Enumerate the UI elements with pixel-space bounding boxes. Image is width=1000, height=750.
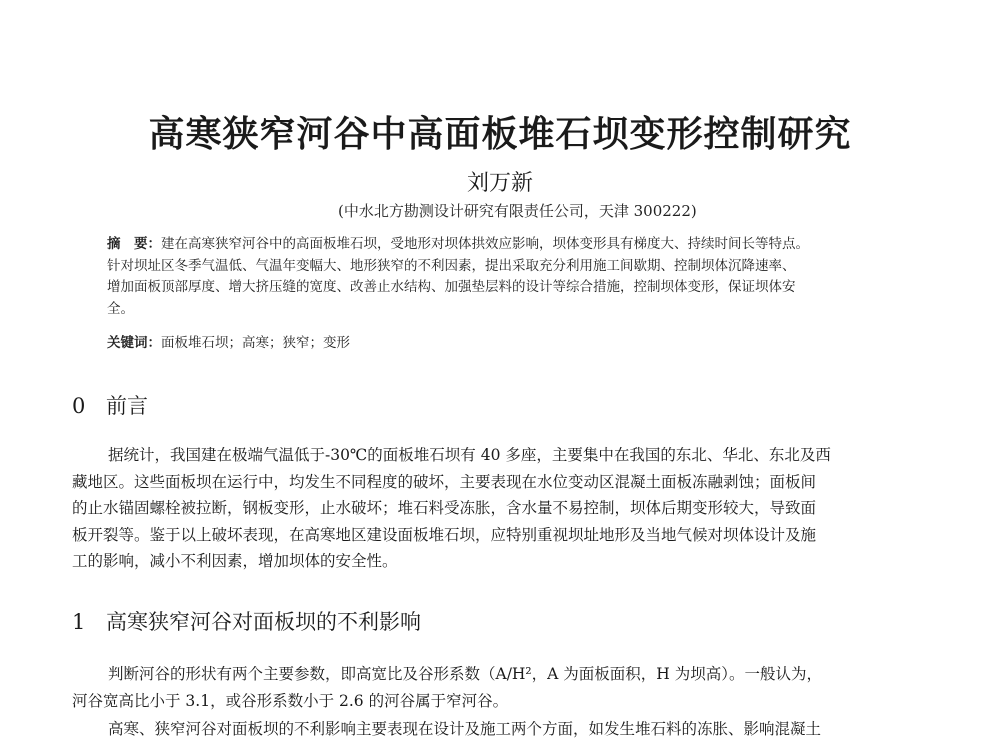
- paragraph-line: 工的影响，减小不利因素，增加坝体的安全性。: [72, 552, 398, 570]
- section1-paragraph: [72, 716, 934, 743]
- paragraph-line: 高寒、狭窄河谷对面板坝的不利影响主要表现在设计及施工两个方面，如发生堆石料的冻胀、影响混凝土: [108, 720, 822, 738]
- section-title: 高寒狭窄河谷对面板坝的不利影响: [106, 610, 421, 634]
- abstract-line: 全。: [107, 300, 134, 317]
- section-number: 0: [72, 394, 86, 418]
- intro-paragraph: [72, 442, 934, 575]
- paper-title: 高寒狭窄河谷中高面板堆石坝变形控制研究: [148, 114, 852, 155]
- author-name: 刘万新: [466, 171, 533, 196]
- section1-paragraph: [72, 661, 934, 714]
- abstract-line: 针对坝址区冬季气温低、气温年变幅大、地形狭窄的不利因素，提出采取充分利用施工间歇期、控制坝体沉降速率、: [107, 257, 796, 274]
- abstract-line: 增加面板顶部厚度、增大挤压缝的宽度、改善止水结构、加强垫层料的设计等综合措施，控制坝体变形，保证坝体安: [107, 279, 796, 295]
- section-title: 前言: [106, 394, 148, 418]
- section-heading-1: [72, 606, 421, 636]
- abstract-line: 建在高寒狭窄河谷中的高面板堆石坝，受地形对坝体拱效应影响，坝体变形具有梯度大、持续时间长等特点。: [161, 236, 809, 252]
- author-affiliation: (中水北方勘测设计研究有限责任公司，天津 300222): [338, 202, 697, 220]
- abstract-label: 摘 要：: [107, 236, 161, 252]
- abstract: [107, 234, 907, 320]
- section-number: 1: [72, 610, 86, 634]
- paragraph-line: 河谷宽高比小于 3.1，或谷形系数小于 2.6 的河谷属于窄河谷。: [72, 691, 509, 710]
- paragraph-line: 据统计，我国建在极端气温低于-30℃的面板堆石坝有 40 多座，主要集中在我国的东北、华北、东北及西: [108, 446, 831, 464]
- keywords-label: 关键词：: [107, 335, 161, 351]
- section-heading-0: [72, 390, 148, 420]
- paragraph-line: 藏地区。这些面板坝在运行中，均发生不同程度的破坏，主要表现在水位变动区混凝土面板冻融剥蚀；面板间: [72, 472, 817, 491]
- paragraph-line: 板开裂等。鉴于以上破坏表现，在高寒地区建设面板堆石坝，应特别重视坝址地形及当地气候对坝体设计及施: [72, 525, 817, 544]
- paragraph-line: 判断河谷的形状有两个主要参数，即高宽比及谷形系数（A/H²，A 为面板面积，H 为坝高）。一般认为，: [108, 665, 822, 683]
- keywords-text: 面板堆石坝；高寒；狭窄；变形: [161, 335, 350, 351]
- paragraph-line: 的止水锚固螺栓被拉断，钢板变形，止水破坏；堆石料受冻胀，含水量不易控制，坝体后期变形较大，导致面: [72, 499, 817, 517]
- keywords: [107, 331, 907, 351]
